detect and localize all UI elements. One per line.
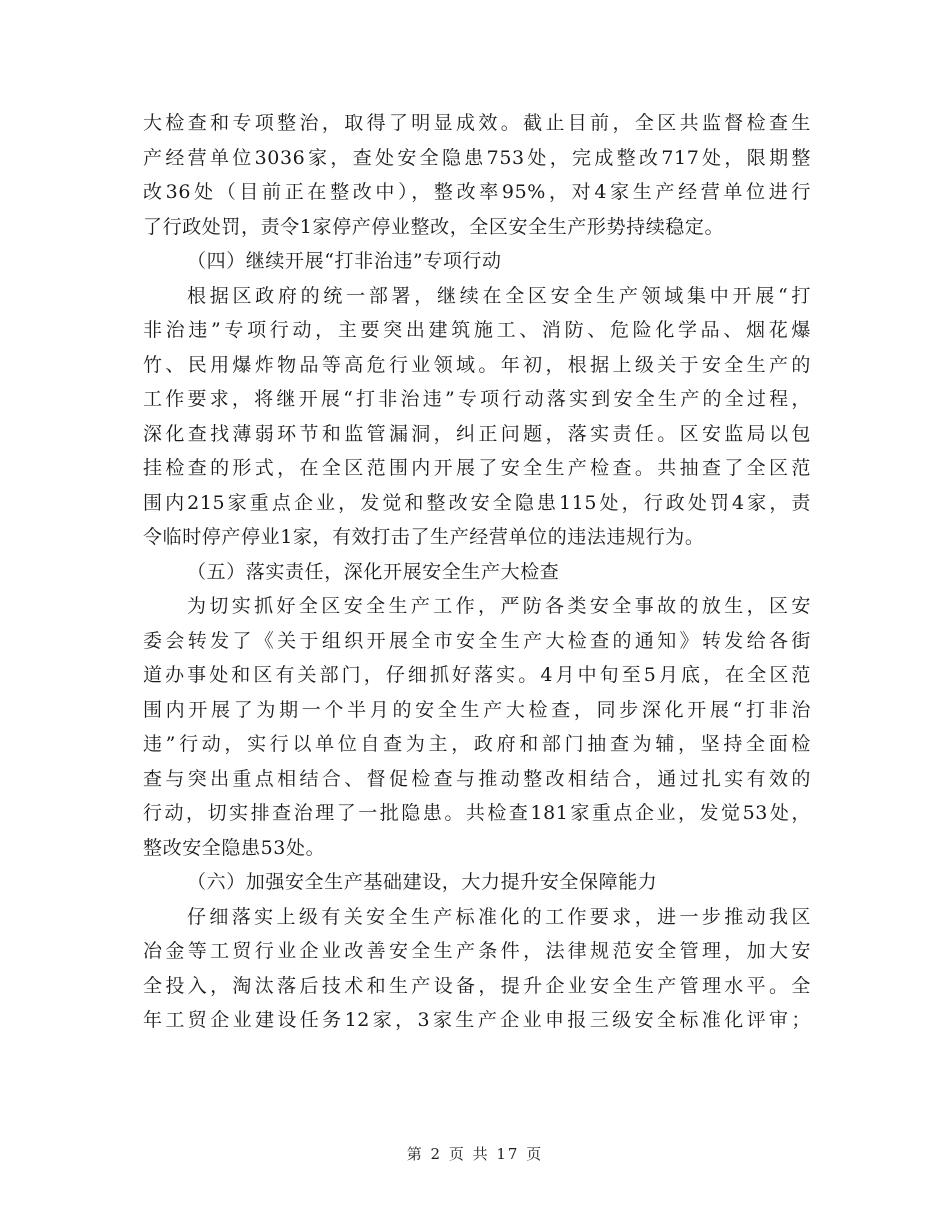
paragraph-line: 根据区政府的统一部署，继续在全区安全生产领域集中开展“打 (187, 284, 811, 307)
section-heading: （五）落实责任，深化开展安全生产大检查 (187, 560, 560, 583)
paragraph-line: 令临时停产停业1家，有效打击了生产经营单位的违法违规行为。 (143, 526, 705, 548)
paragraph-line: 大检查和专项整治，取得了明显成效。截止目前，全区共监督检查生 (143, 112, 811, 134)
paragraph-line: 年工贸企业建设任务12家，3家生产企业申报三级安全标准化评审； (143, 1009, 811, 1031)
paragraph-line: 行动，切实排查治理了一批隐患。共检查181家重点企业，发觉53处， (143, 802, 811, 824)
paragraph-line: 委会转发了《关于组织开展全市安全生产大检查的通知》转发给各街 (143, 629, 811, 652)
paragraph-line: 挂检查的形式，在全区范围内开展了安全生产检查。共抽查了全区范 (143, 457, 811, 479)
paragraph-line: 道办事处和区有关部门，仔细抓好落实。4月中旬至5月底，在全区范 (143, 664, 811, 686)
paragraph-line: 改36处（目前正在整改中），整改率95%，对4家生产经营单位进行 (143, 181, 811, 203)
section-heading: （四）继续开展“打非治违”专项行动 (187, 250, 502, 272)
paragraph-line: 围内开展了为期一个半月的安全生产大检查，同步深化开展“打非治 (143, 698, 811, 721)
paragraph-line: 工作要求，将继开展“打非治违”专项行动落实到安全生产的全过程， (143, 388, 811, 410)
paragraph-line: 冶金等工贸行业企业改善安全生产条件，法律规范安全管理，加大安 (143, 940, 811, 962)
paragraph-line: 非治违”专项行动，主要突出建筑施工、消防、危险化学品、烟花爆 (143, 319, 811, 341)
section-heading: （六）加强安全生产基础建设，大力提升安全保障能力 (187, 871, 658, 893)
paragraph-line: 产经营单位3036家，查处安全隐患753处，完成整改717处，限期整 (143, 146, 811, 169)
paragraph-line: 为切实抓好全区安全生产工作，严防各类安全事故的放生，区安 (187, 595, 811, 617)
paragraph-line: 深化查找薄弱环节和监管漏洞，纠正问题，落实责任。区安监局以包 (143, 422, 811, 445)
paragraph-line: 查与突出重点相结合、督促检查与推动整改相结合，通过扎实有效的 (143, 767, 811, 790)
paragraph-line: 全投入，淘汰落后技术和生产设备，提升企业安全生产管理水平。全 (143, 974, 811, 997)
paragraph-line: 违”行动，实行以单位自查为主，政府和部门抽查为辅，坚持全面检 (143, 733, 811, 755)
paragraph-line: 整改安全隐患53处。 (143, 836, 326, 859)
paragraph-line: 围内215家重点企业，发觉和整改安全隐患115处，行政处罚4家，责 (143, 491, 811, 514)
paragraph-line: 了行政处罚，责令1家停产停业整改，全区安全生产形势持续稳定。 (143, 215, 725, 238)
paragraph-line: 竹、民用爆炸物品等高危行业领域。年初，根据上级关于安全生产的 (143, 353, 811, 376)
paragraph-line: 仔细落实上级有关安全生产标准化的工作要求，进一步推动我区 (187, 905, 811, 928)
document-body (143, 106, 811, 1038)
page-footer: 第 2 页 共 17 页 (406, 1145, 544, 1163)
